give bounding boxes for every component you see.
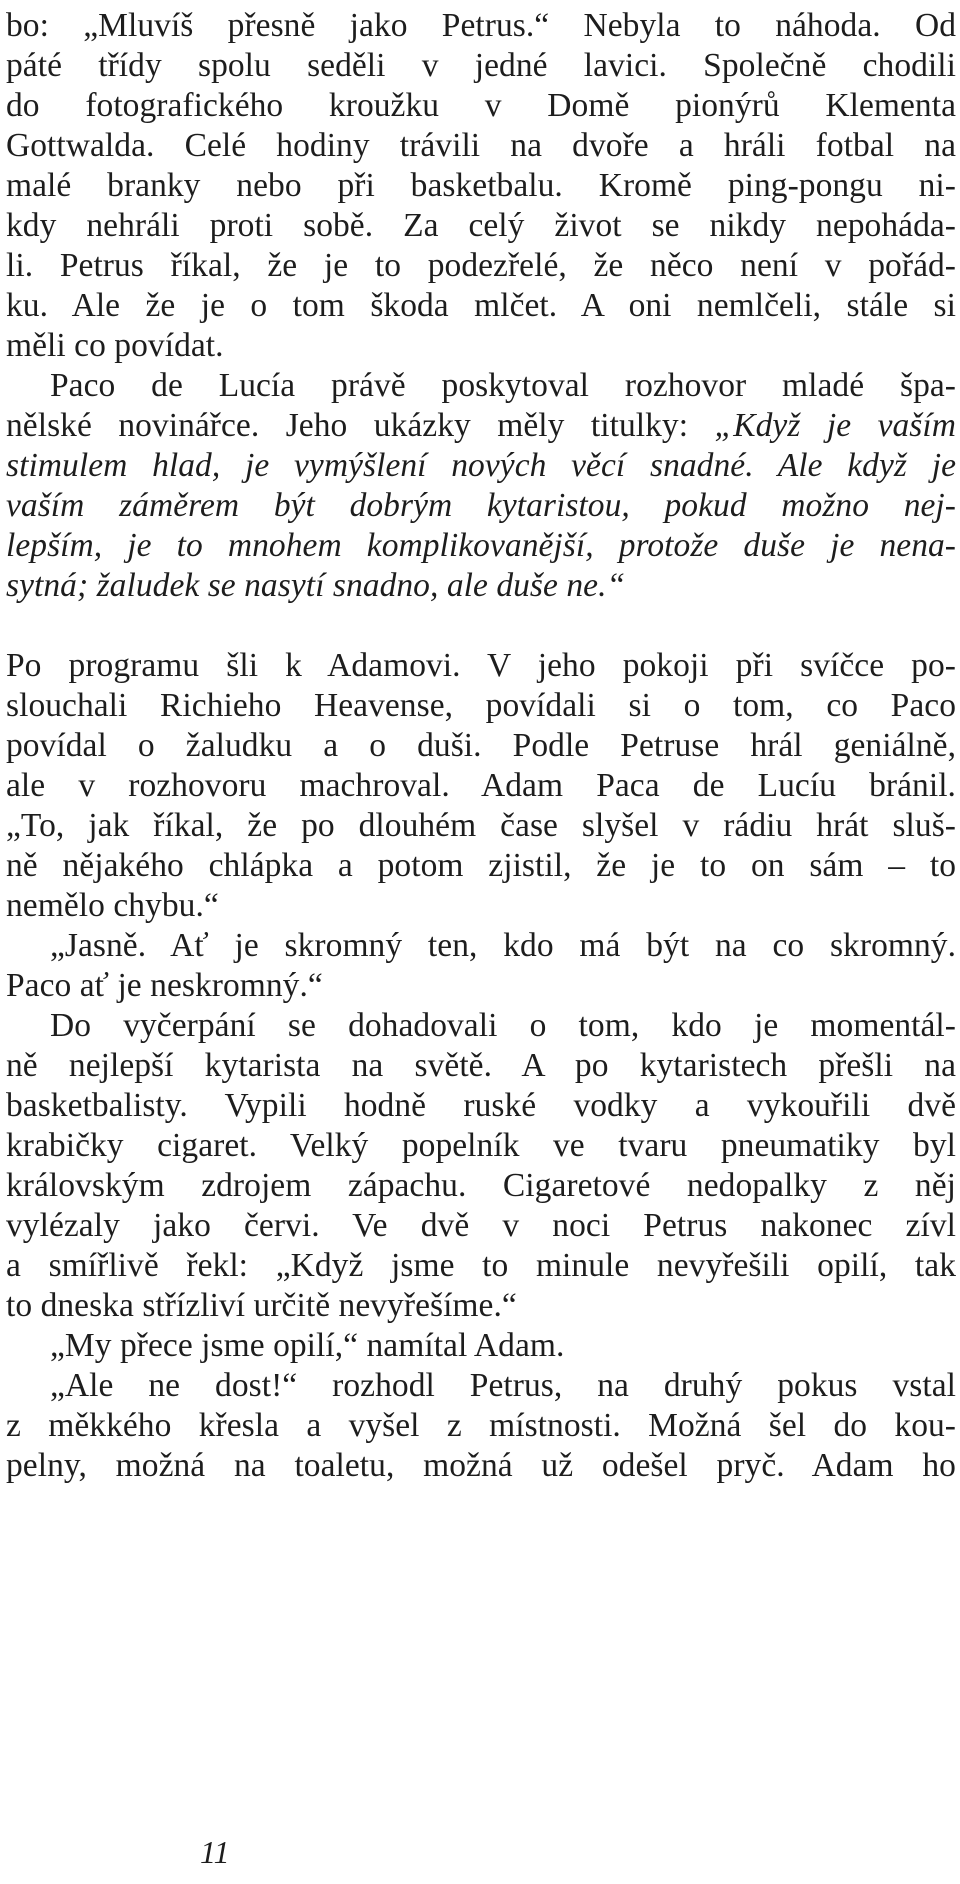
text-line: [6, 486, 956, 526]
italic-text: lepším, je to mnohem komplikovanější, protože duše je nena-: [6, 527, 956, 564]
text-line: pelny, možná na toaletu, možná už odešel pryč. Adam ho: [6, 1447, 956, 1484]
text-line: kdy nehráli proti sobě. Za celý život se nikdy nepoháda-: [6, 207, 956, 244]
text-line: [6, 526, 956, 566]
italic-text: sytná; žaludek se nasytí snadno, ale duše ne.“: [6, 567, 626, 604]
text-line: páté třídy spolu seděli v jedné lavici. Společně chodili: [6, 47, 956, 84]
text-line: „Jasně. Ať je skromný ten, kdo má být na co skromný.: [50, 927, 956, 964]
text-line: a smířlivě řekl: „Když jsme to minule nevyřešili opilí, tak: [6, 1247, 956, 1284]
text-line: ale v rozhovoru machroval. Adam Paca de Lucíu bránil.: [6, 767, 956, 804]
text-line: nemělo chybu.“: [6, 887, 219, 924]
text-line: Po programu šli k Adamovi. V jeho pokoji při svíčce po-: [6, 647, 956, 684]
italic-text: stimulem hlad, je vymýšlení nových věcí snadné. Ale když je: [6, 447, 956, 484]
italic-text: vaším záměrem být dobrým kytaristou, pokud možno nej-: [6, 487, 956, 524]
text-line: měli co povídat.: [6, 327, 224, 364]
text-line: ku. Ale že je o tom škoda mlčet. A oni nemlčeli, stále si: [6, 287, 956, 324]
text-line-plain-part: nělské novinářce. Jeho ukázky měly titulky:: [6, 407, 689, 444]
text-line: Do vyčerpání se dohadovali o tom, kdo je momentál-: [50, 1007, 956, 1044]
text-line: povídal o žaludku a o duši. Podle Petruse hrál geniálně,: [6, 727, 956, 764]
page-number: 11: [200, 1834, 230, 1870]
text-line-italic-part: „Když je vaším: [714, 407, 956, 444]
text-line: vylézaly jako červi. Ve dvě v noci Petrus nakonec zívl: [6, 1207, 956, 1244]
text-line: [6, 566, 956, 606]
text-line: královským zdrojem zápachu. Cigaretové nedopalky z něj: [6, 1167, 956, 1204]
text-line: do fotografického kroužku v Domě pionýrů Klementa: [6, 87, 956, 124]
text-line: ně nejlepší kytarista na světě. A po kytaristech přešli na: [6, 1047, 956, 1084]
text-line: [6, 446, 956, 486]
text-line: slouchali Richieho Heavense, povídali si o tom, co Paco: [6, 687, 956, 724]
text-line: „Ale ne dost!“ rozhodl Petrus, na druhý pokus vstal: [50, 1367, 956, 1404]
text-line: bo: „Mluvíš přesně jako Petrus.“ Nebyla to náhoda. Od: [6, 7, 956, 44]
text-line: Paco de Lucía právě poskytoval rozhovor mladé špa-: [50, 367, 956, 404]
text-line-mixed: [6, 406, 956, 446]
text-line: malé branky nebo při basketbalu. Kromě ping-pongu ni-: [6, 167, 956, 204]
text-line: „My přece jsme opilí,“ namítal Adam.: [50, 1327, 565, 1364]
text-line: ně nějakého chlápka a potom zjistil, že je to on sám – to: [6, 847, 956, 884]
text-line: Gottwalda. Celé hodiny trávili na dvoře a hráli fotbal na: [6, 127, 956, 164]
text-line: Paco ať je neskromný.“: [6, 967, 323, 1004]
text-line: li. Petrus říkal, že je to podezřelé, že něco není v pořád-: [6, 247, 956, 284]
text-line: basketbalisty. Vypili hodně ruské vodky a vykouřili dvě: [6, 1087, 956, 1124]
text-line: z měkkého křesla a vyšel z místnosti. Možná šel do kou-: [6, 1407, 956, 1444]
text-line: „To, jak říkal, že po dlouhém čase slyšel v rádiu hrát sluš-: [6, 807, 956, 844]
text-line: krabičky cigaret. Velký popelník ve tvaru pneumatiky byl: [6, 1127, 956, 1164]
text-line: to dneska střízliví určitě nevyřešíme.“: [6, 1287, 517, 1324]
